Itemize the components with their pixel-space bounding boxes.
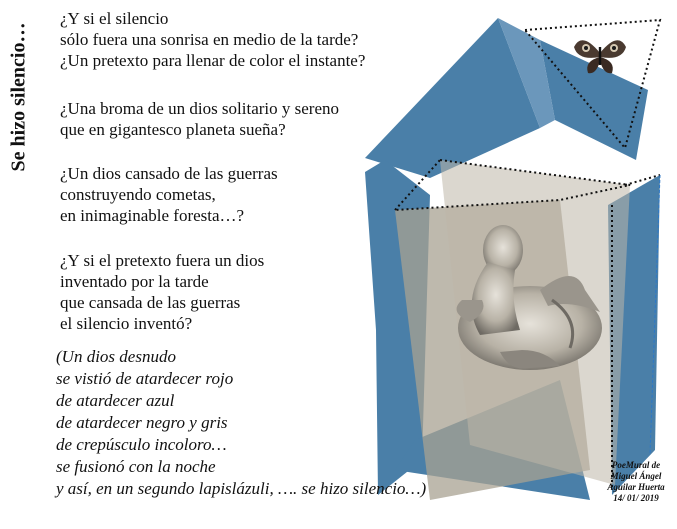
signature-line: PoeMural de bbox=[611, 460, 661, 470]
upper-box-right-face bbox=[540, 40, 648, 160]
stanza-line: inventado por la tarde bbox=[60, 272, 209, 291]
closing-line: y así, en un segundo lapislázuli, …. se hizo silencio…) bbox=[56, 479, 427, 498]
closing-line: (Un dios desnudo bbox=[56, 347, 176, 366]
signature bbox=[598, 460, 674, 504]
stanza-line: construyendo cometas, bbox=[60, 185, 216, 204]
signature-line: Aguilar Huerta bbox=[607, 482, 665, 492]
stanza-line: ¿Un dios cansado de las guerras bbox=[60, 164, 278, 183]
stanza-line: ¿Y si el silencio bbox=[60, 9, 169, 28]
stanza-line: en inimaginable foresta…? bbox=[60, 206, 245, 225]
stanza-line: que cansada de las guerras bbox=[60, 293, 241, 312]
stanza-line: ¿Y si el pretexto fuera un dios bbox=[60, 251, 265, 270]
stanza-3 bbox=[60, 163, 278, 226]
stanza-line: ¿Un pretexto para llenar de color el instante? bbox=[60, 51, 366, 70]
stanza-line: que en gigantesco planeta sueña? bbox=[60, 120, 286, 139]
stanza-4 bbox=[60, 250, 264, 334]
closing-line: se vistió de atardecer rojo bbox=[56, 369, 234, 388]
signature-date: 14/ 01/ 2019 bbox=[613, 493, 659, 503]
closing-stanza bbox=[56, 346, 426, 500]
closing-line: de atardecer azul bbox=[56, 391, 175, 410]
stanza-line: ¿Una broma de un dios solitario y sereno bbox=[60, 99, 340, 118]
closing-line: de crepúsculo incoloro… bbox=[56, 435, 227, 454]
signature-line: Miguel Ángel bbox=[610, 471, 662, 481]
poem-title: Se hizo silencio… bbox=[7, 22, 30, 172]
stanza-2 bbox=[60, 98, 339, 140]
stanza-line: sólo fuera una sonrisa en medio de la tarde? bbox=[60, 30, 359, 49]
closing-line: de atardecer negro y gris bbox=[56, 413, 228, 432]
closing-line: se fusionó con la noche bbox=[56, 457, 216, 476]
stanza-line: el silencio inventó? bbox=[60, 314, 193, 333]
stanza-1 bbox=[60, 8, 365, 71]
